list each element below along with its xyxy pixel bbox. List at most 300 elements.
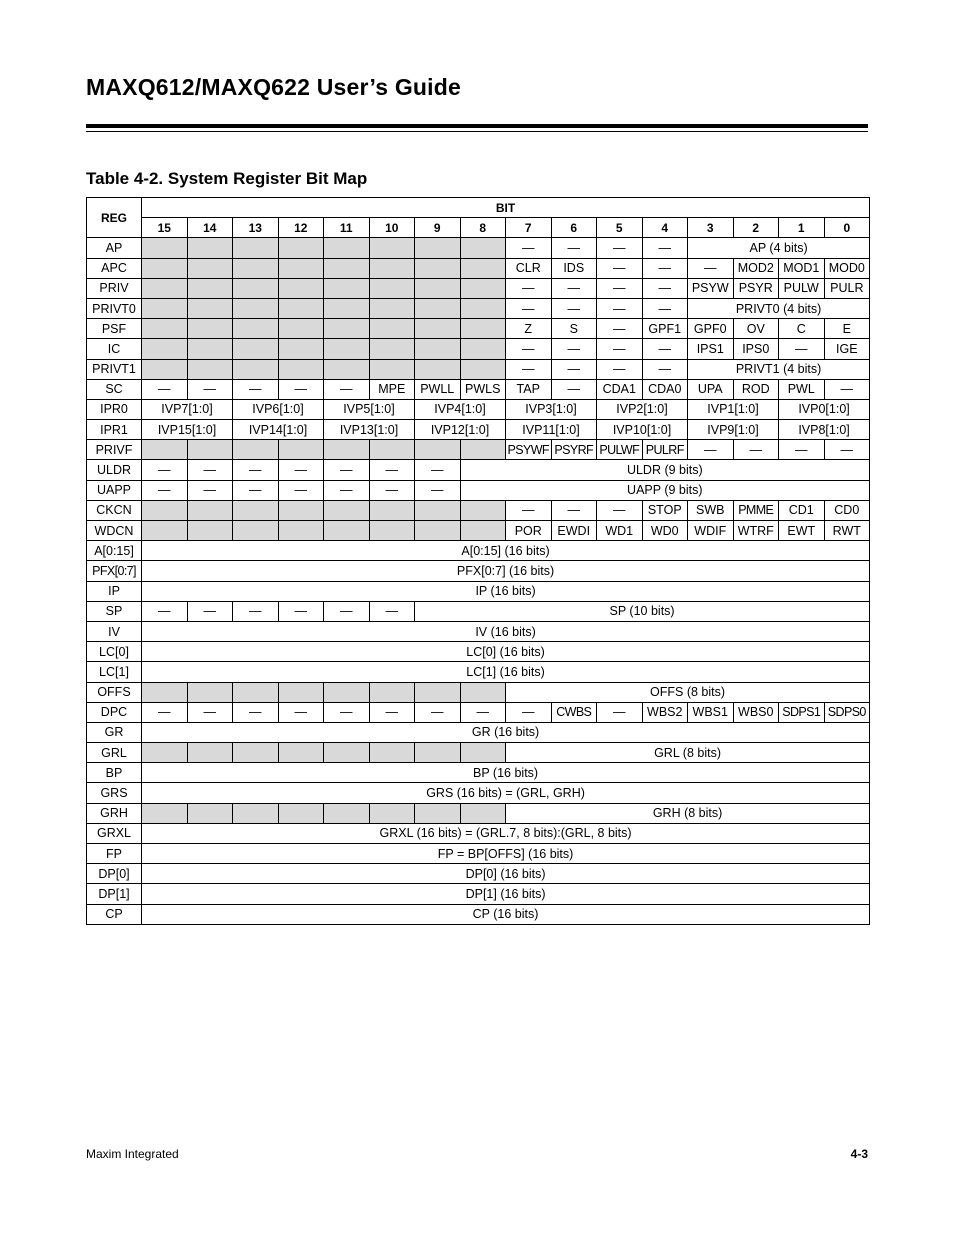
bit-cell: — [324,379,370,399]
unused-bit-cell [233,682,279,702]
bit-cell: PMME [733,500,779,520]
unused-bit-cell [369,743,415,763]
table-row [87,319,870,339]
bit-field-cell: PRIVT0 (4 bits) [688,298,870,318]
bit-header-cell: 11 [324,218,370,238]
bit-cell: — [278,379,324,399]
unused-bit-cell [233,319,279,339]
register-name-cell: UAPP [87,480,142,500]
bit-field-cell: LC[1] (16 bits) [142,662,870,682]
register-name-cell: PRIV [87,278,142,298]
bit-cell: PULRF [642,440,688,460]
bit-field-cell: FP = BP[OFFS] (16 bits) [142,844,870,864]
unused-bit-cell [142,682,188,702]
bit-field-cell: IVP7[1:0] [142,399,233,419]
bit-cell: — [142,379,188,399]
table-row [87,500,870,520]
register-name-cell: IV [87,621,142,641]
bit-cell: — [824,379,870,399]
bit-cell: IGE [824,339,870,359]
bit-cell: STOP [642,500,688,520]
unused-bit-cell [142,359,188,379]
unused-bit-cell [415,743,461,763]
table-row [87,743,870,763]
bit-field-cell: GR (16 bits) [142,722,870,742]
bit-cell: — [324,480,370,500]
bit-cell: CDA0 [642,379,688,399]
bit-field-cell: IVP6[1:0] [233,399,324,419]
bit-header-cell: 8 [460,218,506,238]
bit-header-cell: 4 [642,218,688,238]
bit-cell: — [551,359,597,379]
bit-field-cell: GRS (16 bits) = (GRL, GRH) [142,783,870,803]
unused-bit-cell [187,743,233,763]
table-row [87,844,870,864]
bit-cell: — [597,258,643,278]
bit-field-cell: IV (16 bits) [142,621,870,641]
bit-cell: — [278,601,324,621]
table-row [87,298,870,318]
bit-field-cell: PRIVT1 (4 bits) [688,359,870,379]
bit-field-cell: IVP3[1:0] [506,399,597,419]
table-row [87,803,870,823]
table-row [87,682,870,702]
unused-bit-cell [278,258,324,278]
unused-bit-cell [369,319,415,339]
table-row [87,783,870,803]
unused-bit-cell [415,298,461,318]
unused-bit-cell [233,743,279,763]
document-title: MAXQ612/MAXQ622 User’s Guide [86,74,462,100]
bit-cell: EWT [779,521,825,541]
bit-cell: — [460,702,506,722]
table-row [87,258,870,278]
bit-header-cell: 9 [415,218,461,238]
register-name-cell: GR [87,722,142,742]
table-row [87,884,870,904]
bit-cell: — [824,440,870,460]
unused-bit-cell [278,298,324,318]
bit-cell: — [779,440,825,460]
unused-bit-cell [233,500,279,520]
bit-cell: — [233,379,279,399]
unused-bit-cell [369,440,415,460]
bit-cell: — [688,440,734,460]
bit-cell: — [551,298,597,318]
register-name-cell: CP [87,904,142,924]
unused-bit-cell [187,521,233,541]
bit-cell: — [233,460,279,480]
unused-bit-cell [278,521,324,541]
bit-cell: GPF0 [688,319,734,339]
unused-bit-cell [369,521,415,541]
bit-cell: — [642,339,688,359]
unused-bit-cell [187,238,233,258]
reg-column-header: REG [87,198,142,238]
table-row [87,763,870,783]
unused-bit-cell [369,278,415,298]
bit-header-cell: 3 [688,218,734,238]
register-name-cell: IPR1 [87,420,142,440]
unused-bit-cell [187,803,233,823]
bit-field-cell: AP (4 bits) [688,238,870,258]
register-name-cell: PFX[0:7] [87,561,142,581]
register-name-cell: FP [87,844,142,864]
bit-cell: S [551,319,597,339]
bit-cell: — [506,500,552,520]
unused-bit-cell [324,440,370,460]
table-row [87,541,870,561]
bit-field-cell: IVP1[1:0] [688,399,779,419]
bit-cell: — [369,601,415,621]
bit-field-cell: IVP15[1:0] [142,420,233,440]
unused-bit-cell [460,258,506,278]
bit-cell: — [324,460,370,480]
bit-cell: WTRF [733,521,779,541]
unused-bit-cell [233,238,279,258]
bit-cell: CD0 [824,500,870,520]
register-name-cell: IC [87,339,142,359]
bit-cell: MOD0 [824,258,870,278]
table-row [87,823,870,843]
register-name-cell: A[0:15] [87,541,142,561]
table-row [87,642,870,662]
table-row [87,904,870,924]
bit-cell: SDPS1 [779,702,825,722]
unused-bit-cell [278,500,324,520]
bit-cell: — [142,460,188,480]
bit-cell: SWB [688,500,734,520]
register-name-cell: GRXL [87,823,142,843]
unused-bit-cell [187,682,233,702]
bit-cell: WD1 [597,521,643,541]
bit-cell: MOD2 [733,258,779,278]
bit-cell: — [278,460,324,480]
table-row [87,662,870,682]
register-name-cell: DPC [87,702,142,722]
bit-field-cell: A[0:15] (16 bits) [142,541,870,561]
unused-bit-cell [324,298,370,318]
bit-header-cell: 13 [233,218,279,238]
bit-cell: — [324,702,370,722]
unused-bit-cell [415,319,461,339]
register-name-cell: PRIVT1 [87,359,142,379]
unused-bit-cell [142,319,188,339]
bit-cell: — [597,278,643,298]
unused-bit-cell [233,298,279,318]
bit-field-cell: IVP10[1:0] [597,420,688,440]
bit-cell: PWLS [460,379,506,399]
register-name-cell: IP [87,581,142,601]
bit-field-cell: OFFS (8 bits) [506,682,870,702]
unused-bit-cell [233,803,279,823]
bit-cell: PWL [779,379,825,399]
table-row [87,561,870,581]
unused-bit-cell [460,803,506,823]
bit-cell: — [779,339,825,359]
register-name-cell: AP [87,238,142,258]
bit-header-cell: 0 [824,218,870,238]
unused-bit-cell [187,319,233,339]
table-row [87,601,870,621]
unused-bit-cell [460,278,506,298]
table-row [87,399,870,419]
bit-field-cell: IVP11[1:0] [506,420,597,440]
bit-cell: — [506,339,552,359]
unused-bit-cell [142,803,188,823]
unused-bit-cell [324,743,370,763]
register-name-cell: BP [87,763,142,783]
unused-bit-cell [324,803,370,823]
unused-bit-cell [460,319,506,339]
unused-bit-cell [142,278,188,298]
bit-cell: — [551,278,597,298]
bit-cell: — [597,702,643,722]
bit-cell: — [187,702,233,722]
table-row [87,339,870,359]
unused-bit-cell [369,500,415,520]
bit-cell: CD1 [779,500,825,520]
bit-cell: — [324,601,370,621]
bit-cell: — [506,238,552,258]
bit-cell: WBS2 [642,702,688,722]
unused-bit-cell [233,359,279,379]
register-name-cell: SP [87,601,142,621]
bit-cell: — [642,238,688,258]
unused-bit-cell [142,440,188,460]
bit-header-cell: 1 [779,218,825,238]
bit-cell: — [369,460,415,480]
bit-cell: WBS1 [688,702,734,722]
unused-bit-cell [460,743,506,763]
unused-bit-cell [142,298,188,318]
header-row-top [87,198,870,218]
bit-cell: — [415,480,461,500]
unused-bit-cell [142,500,188,520]
bit-header-cell: 5 [597,218,643,238]
bit-field-cell: IVP2[1:0] [597,399,688,419]
unused-bit-cell [460,682,506,702]
bit-header-cell: 12 [278,218,324,238]
bit-cell: PULWF [597,440,643,460]
bit-number-row [87,218,870,238]
bit-cell: CLR [506,258,552,278]
bit-cell: — [187,601,233,621]
bit-cell: — [233,702,279,722]
table-row [87,864,870,884]
bit-cell: — [233,480,279,500]
bit-cell: WD0 [642,521,688,541]
bit-field-cell: IVP0[1:0] [779,399,870,419]
unused-bit-cell [324,521,370,541]
unused-bit-cell [187,298,233,318]
table-row [87,420,870,440]
unused-bit-cell [369,359,415,379]
register-name-cell: IPR0 [87,399,142,419]
bit-field-cell: GRL (8 bits) [506,743,870,763]
bit-field-cell: GRXL (16 bits) = (GRL.7, 8 bits):(GRL, 8 bits) [142,823,870,843]
bit-field-cell: IVP8[1:0] [779,420,870,440]
bit-cell: POR [506,521,552,541]
bit-cell: — [506,702,552,722]
unused-bit-cell [415,682,461,702]
register-name-cell: OFFS [87,682,142,702]
bit-field-cell: LC[0] (16 bits) [142,642,870,662]
unused-bit-cell [369,238,415,258]
unused-bit-cell [460,440,506,460]
bit-group-header: BIT [142,198,870,218]
bit-header-cell: 14 [187,218,233,238]
unused-bit-cell [278,803,324,823]
table-row [87,440,870,460]
bit-cell: — [597,298,643,318]
unused-bit-cell [324,258,370,278]
bit-cell: — [551,238,597,258]
bit-cell: — [597,238,643,258]
unused-bit-cell [324,319,370,339]
unused-bit-cell [233,440,279,460]
unused-bit-cell [415,258,461,278]
bit-cell: RWT [824,521,870,541]
bit-cell: EWDI [551,521,597,541]
bit-field-cell: IP (16 bits) [142,581,870,601]
unused-bit-cell [278,682,324,702]
unused-bit-cell [278,238,324,258]
unused-bit-cell [369,803,415,823]
table-row [87,702,870,722]
bit-cell: MPE [369,379,415,399]
table-header [87,198,870,238]
bit-header-cell: 6 [551,218,597,238]
bit-cell: UPA [688,379,734,399]
bit-header-cell: 10 [369,218,415,238]
header-rule-thin [86,131,868,132]
register-bit-map-table [86,197,870,925]
bit-cell: — [733,440,779,460]
unused-bit-cell [460,500,506,520]
unused-bit-cell [369,339,415,359]
unused-bit-cell [142,238,188,258]
bit-cell: PULR [824,278,870,298]
bit-cell: — [551,339,597,359]
bit-field-cell: IVP5[1:0] [324,399,415,419]
bit-cell: — [506,359,552,379]
unused-bit-cell [369,298,415,318]
register-name-cell: CKCN [87,500,142,520]
bit-cell: CDA1 [597,379,643,399]
unused-bit-cell [415,440,461,460]
unused-bit-cell [324,339,370,359]
register-name-cell: LC[1] [87,662,142,682]
bit-cell: — [278,480,324,500]
bit-cell: — [506,298,552,318]
unused-bit-cell [233,258,279,278]
unused-bit-cell [415,238,461,258]
register-name-cell: ULDR [87,460,142,480]
register-name-cell: WDCN [87,521,142,541]
bit-field-cell: IVP4[1:0] [415,399,506,419]
unused-bit-cell [324,500,370,520]
unused-bit-cell [187,278,233,298]
table-body [87,238,870,924]
unused-bit-cell [324,359,370,379]
bit-cell: CWBS [551,702,597,722]
table-row [87,278,870,298]
bit-cell: IPS0 [733,339,779,359]
bit-cell: MOD1 [779,258,825,278]
bit-cell: — [506,278,552,298]
header-rule-thick [86,124,868,128]
bit-cell: PSYW [688,278,734,298]
table-row [87,581,870,601]
register-name-cell: DP[0] [87,864,142,884]
unused-bit-cell [324,278,370,298]
table-row [87,722,870,742]
bit-cell: — [233,601,279,621]
bit-field-cell: SP (10 bits) [415,601,870,621]
bit-cell: — [369,702,415,722]
register-name-cell: APC [87,258,142,278]
bit-cell: — [597,319,643,339]
bit-header-cell: 7 [506,218,552,238]
register-name-cell: PSF [87,319,142,339]
bit-cell: ROD [733,379,779,399]
unused-bit-cell [278,359,324,379]
register-name-cell: PRIVF [87,440,142,460]
bit-cell: PSYWF [506,440,552,460]
bit-cell: IPS1 [688,339,734,359]
bit-cell: PSYRF [551,440,597,460]
unused-bit-cell [415,278,461,298]
register-name-cell: LC[0] [87,642,142,662]
bit-field-cell: DP[0] (16 bits) [142,864,870,884]
table-row [87,621,870,641]
bit-field-cell: IVP14[1:0] [233,420,324,440]
bit-field-cell: IVP9[1:0] [688,420,779,440]
table-row [87,460,870,480]
unused-bit-cell [324,682,370,702]
bit-cell: — [551,379,597,399]
footer-company: Maxim Integrated [86,1147,179,1161]
unused-bit-cell [233,521,279,541]
bit-cell: — [278,702,324,722]
unused-bit-cell [233,339,279,359]
unused-bit-cell [233,278,279,298]
unused-bit-cell [278,319,324,339]
bit-header-cell: 2 [733,218,779,238]
bit-cell: — [597,339,643,359]
bit-cell: — [551,500,597,520]
register-name-cell: PRIVT0 [87,298,142,318]
bit-field-cell: CP (16 bits) [142,904,870,924]
unused-bit-cell [460,238,506,258]
bit-cell: C [779,319,825,339]
bit-cell: — [187,480,233,500]
unused-bit-cell [278,339,324,359]
unused-bit-cell [142,258,188,278]
bit-cell: SDPS0 [824,702,870,722]
table-title: Table 4-2. System Register Bit Map [86,169,368,188]
bit-cell: TAP [506,379,552,399]
page-number: 4-3 [850,1147,868,1161]
bit-cell: PWLL [415,379,461,399]
unused-bit-cell [278,743,324,763]
bit-cell: — [688,258,734,278]
register-name-cell: GRL [87,743,142,763]
register-name-cell: GRH [87,803,142,823]
bit-cell: — [187,379,233,399]
bit-cell: PULW [779,278,825,298]
